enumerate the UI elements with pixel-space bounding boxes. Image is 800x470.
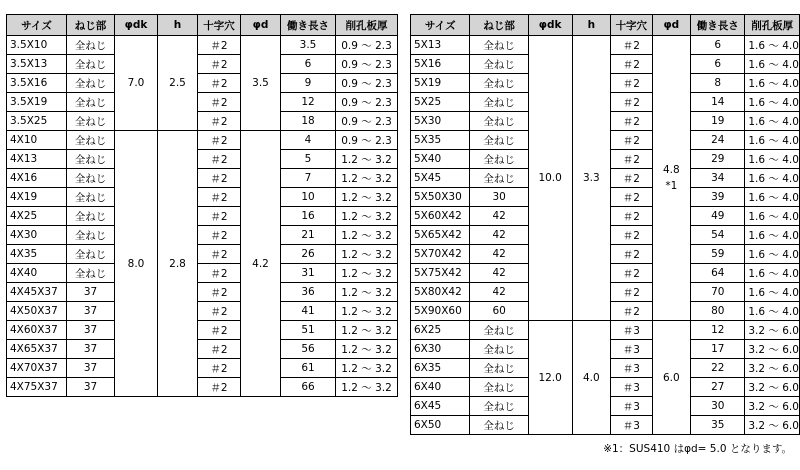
thickness-cell: 3.2 ～ 6.0 — [745, 321, 800, 340]
recess-cell: ＃2 — [611, 36, 652, 55]
thread-cell: 42 — [470, 245, 528, 264]
dk-cell: 10.0 — [528, 36, 572, 321]
length-cell: 41 — [281, 302, 336, 321]
size-cell: 5X40 — [411, 150, 470, 169]
thickness-cell: 3.2 ～ 6.0 — [745, 397, 800, 416]
thread-cell: 42 — [470, 207, 528, 226]
size-cell: 5X25 — [411, 93, 470, 112]
thread-cell: 全ねじ — [67, 245, 115, 264]
recess-cell: ＃2 — [611, 226, 652, 245]
length-cell: 31 — [281, 264, 336, 283]
header-row — [411, 15, 800, 36]
recess-cell: ＃3 — [611, 321, 652, 340]
thread-cell: 全ねじ — [470, 169, 528, 188]
length-cell: 30 — [691, 397, 745, 416]
recess-cell: ＃2 — [198, 226, 241, 245]
table-row — [7, 112, 398, 131]
d-cell: 4.8 *1 — [652, 36, 691, 321]
thickness-cell: 1.2 ～ 3.2 — [336, 245, 398, 264]
header-d: φd — [241, 15, 281, 36]
thickness-cell: 1.6 ～ 4.0 — [745, 169, 800, 188]
thread-cell: 全ねじ — [470, 416, 528, 435]
thread-cell: 全ねじ — [470, 74, 528, 93]
thickness-cell: 1.2 ～ 3.2 — [336, 150, 398, 169]
table-row — [7, 93, 398, 112]
recess-cell: ＃2 — [198, 188, 241, 207]
d-cell: 4.2 — [241, 131, 281, 397]
length-cell: 59 — [691, 245, 745, 264]
header-thread: ねじ部 — [470, 15, 528, 36]
spec-table-right — [410, 14, 800, 435]
table-row — [7, 321, 398, 340]
thickness-cell: 1.2 ～ 3.2 — [336, 359, 398, 378]
thread-cell: 全ねじ — [67, 74, 115, 93]
thickness-cell: 1.6 ～ 4.0 — [745, 36, 800, 55]
recess-cell: ＃2 — [198, 112, 241, 131]
recess-cell: ＃2 — [611, 55, 652, 74]
thickness-cell: 1.2 ～ 3.2 — [336, 264, 398, 283]
spec-table-right-body — [411, 36, 800, 435]
thread-cell: 全ねじ — [67, 36, 115, 55]
recess-cell: ＃2 — [611, 188, 652, 207]
recess-cell: ＃2 — [611, 150, 652, 169]
thread-cell: 全ねじ — [67, 264, 115, 283]
header-size: サイズ — [411, 15, 470, 36]
thread-cell: 全ねじ — [67, 55, 115, 74]
recess-cell: ＃2 — [198, 74, 241, 93]
size-cell: 4X30 — [7, 226, 67, 245]
thread-cell: 全ねじ — [470, 397, 528, 416]
length-cell: 54 — [691, 226, 745, 245]
size-cell: 4X25 — [7, 207, 67, 226]
thickness-cell: 1.6 ～ 4.0 — [745, 264, 800, 283]
recess-cell: ＃2 — [198, 36, 241, 55]
size-cell: 5X70X42 — [411, 245, 470, 264]
recess-cell: ＃2 — [611, 74, 652, 93]
length-cell: 29 — [691, 150, 745, 169]
recess-cell: ＃2 — [198, 264, 241, 283]
thickness-cell: 3.2 ～ 6.0 — [745, 340, 800, 359]
header-size: サイズ — [7, 15, 67, 36]
recess-cell: ＃2 — [198, 55, 241, 74]
thread-cell: 全ねじ — [67, 188, 115, 207]
length-cell: 7 — [281, 169, 336, 188]
thread-cell: 全ねじ — [470, 36, 528, 55]
table-row — [7, 131, 398, 150]
recess-cell: ＃2 — [198, 359, 241, 378]
length-cell: 16 — [281, 207, 336, 226]
header-thickness: 削孔板厚 — [336, 15, 398, 36]
table-row — [7, 150, 398, 169]
length-cell: 9 — [281, 74, 336, 93]
recess-cell: ＃3 — [611, 397, 652, 416]
length-cell: 6 — [691, 55, 745, 74]
length-cell: 64 — [691, 264, 745, 283]
length-cell: 6 — [281, 55, 336, 74]
thread-cell: 全ねじ — [67, 150, 115, 169]
thickness-cell: 1.2 ～ 3.2 — [336, 302, 398, 321]
h-cell: 2.5 — [158, 36, 198, 131]
recess-cell: ＃2 — [198, 283, 241, 302]
size-cell: 3.5X10 — [7, 36, 67, 55]
thickness-cell: 1.6 ～ 4.0 — [745, 150, 800, 169]
recess-cell: ＃2 — [611, 112, 652, 131]
header-d: φd — [652, 15, 691, 36]
length-cell: 6 — [691, 36, 745, 55]
thread-cell: 全ねじ — [67, 112, 115, 131]
thickness-cell: 1.6 ～ 4.0 — [745, 93, 800, 112]
header-h: h — [572, 15, 611, 36]
length-cell: 66 — [281, 378, 336, 397]
table-row — [7, 55, 398, 74]
table-row — [7, 74, 398, 93]
thickness-cell: 3.2 ～ 6.0 — [745, 359, 800, 378]
length-cell: 22 — [691, 359, 745, 378]
recess-cell: ＃2 — [611, 131, 652, 150]
recess-cell: ＃2 — [198, 340, 241, 359]
thickness-cell: 1.6 ～ 4.0 — [745, 207, 800, 226]
length-cell: 39 — [691, 188, 745, 207]
size-cell: 3.5X13 — [7, 55, 67, 74]
dk-cell: 8.0 — [115, 131, 158, 397]
thickness-cell: 1.2 ～ 3.2 — [336, 378, 398, 397]
thread-cell: 30 — [470, 188, 528, 207]
table-row — [7, 340, 398, 359]
length-cell: 17 — [691, 340, 745, 359]
recess-cell: ＃2 — [198, 207, 241, 226]
size-cell: 6X30 — [411, 340, 470, 359]
thickness-cell: 1.2 ～ 3.2 — [336, 283, 398, 302]
thickness-cell: 0.9 ～ 2.3 — [336, 131, 398, 150]
recess-cell: ＃2 — [611, 302, 652, 321]
size-cell: 4X75X37 — [7, 378, 67, 397]
table-row — [7, 359, 398, 378]
table-row — [7, 207, 398, 226]
thickness-cell: 0.9 ～ 2.3 — [336, 55, 398, 74]
thread-cell: 42 — [470, 283, 528, 302]
recess-cell: ＃2 — [198, 302, 241, 321]
size-cell: 4X35 — [7, 245, 67, 264]
size-cell: 4X10 — [7, 131, 67, 150]
recess-cell: ＃2 — [611, 283, 652, 302]
thread-cell: 42 — [470, 226, 528, 245]
size-cell: 5X65X42 — [411, 226, 470, 245]
recess-cell: ＃2 — [198, 378, 241, 397]
header-recess: 十字穴 — [611, 15, 652, 36]
size-cell: 4X65X37 — [7, 340, 67, 359]
h-cell: 4.0 — [572, 321, 611, 435]
thread-cell: 42 — [470, 264, 528, 283]
recess-cell: ＃2 — [198, 169, 241, 188]
size-cell: 5X13 — [411, 36, 470, 55]
recess-cell: ＃2 — [198, 245, 241, 264]
length-cell: 24 — [691, 131, 745, 150]
thread-cell: 全ねじ — [470, 112, 528, 131]
thread-cell: 全ねじ — [470, 55, 528, 74]
size-cell: 5X80X42 — [411, 283, 470, 302]
size-cell: 6X40 — [411, 378, 470, 397]
table-row — [7, 188, 398, 207]
length-cell: 5 — [281, 150, 336, 169]
length-cell: 12 — [691, 321, 745, 340]
size-cell: 6X25 — [411, 321, 470, 340]
recess-cell: ＃3 — [611, 378, 652, 397]
size-cell: 4X50X37 — [7, 302, 67, 321]
recess-cell: ＃2 — [611, 207, 652, 226]
length-cell: 80 — [691, 302, 745, 321]
table-row — [7, 226, 398, 245]
header-length: 働き長さ — [281, 15, 336, 36]
thread-cell: 37 — [67, 340, 115, 359]
thread-cell: 60 — [470, 302, 528, 321]
size-cell: 5X45 — [411, 169, 470, 188]
size-cell: 3.5X19 — [7, 93, 67, 112]
table-row — [7, 378, 398, 397]
length-cell: 8 — [691, 74, 745, 93]
thickness-cell: 1.2 ～ 3.2 — [336, 207, 398, 226]
thickness-cell: 1.6 ～ 4.0 — [745, 283, 800, 302]
size-cell: 6X50 — [411, 416, 470, 435]
h-cell: 3.3 — [572, 36, 611, 321]
size-cell: 6X35 — [411, 359, 470, 378]
recess-cell: ＃2 — [198, 93, 241, 112]
thickness-cell: 1.2 ～ 3.2 — [336, 169, 398, 188]
header-dk: φdk — [528, 15, 572, 36]
thread-cell: 全ねじ — [470, 321, 528, 340]
recess-cell: ＃2 — [611, 169, 652, 188]
size-cell: 4X45X37 — [7, 283, 67, 302]
thickness-cell: 1.2 ～ 3.2 — [336, 188, 398, 207]
header-thread: ねじ部 — [67, 15, 115, 36]
thickness-cell: 1.6 ～ 4.0 — [745, 188, 800, 207]
length-cell: 12 — [281, 93, 336, 112]
length-cell: 27 — [691, 378, 745, 397]
thread-cell: 37 — [67, 302, 115, 321]
thickness-cell: 1.6 ～ 4.0 — [745, 302, 800, 321]
header-length: 働き長さ — [691, 15, 745, 36]
thickness-cell: 0.9 ～ 2.3 — [336, 112, 398, 131]
thickness-cell: 3.2 ～ 6.0 — [745, 416, 800, 435]
table-row — [7, 245, 398, 264]
length-cell: 36 — [281, 283, 336, 302]
size-cell: 4X70X37 — [7, 359, 67, 378]
length-cell: 70 — [691, 283, 745, 302]
thread-cell: 全ねじ — [470, 359, 528, 378]
thickness-cell: 1.6 ～ 4.0 — [745, 74, 800, 93]
recess-cell: ＃3 — [611, 340, 652, 359]
table-row — [7, 283, 398, 302]
size-cell: 5X60X42 — [411, 207, 470, 226]
d-cell: 6.0 — [652, 321, 691, 435]
thickness-cell: 1.6 ～ 4.0 — [745, 131, 800, 150]
length-cell: 4 — [281, 131, 336, 150]
table-row — [7, 169, 398, 188]
recess-cell: ＃3 — [611, 416, 652, 435]
length-cell: 18 — [281, 112, 336, 131]
footnote: ※1：SUS410 はφd= 5.0 となります。 — [603, 443, 792, 455]
length-cell: 19 — [691, 112, 745, 131]
length-cell: 26 — [281, 245, 336, 264]
table-row — [411, 36, 800, 55]
length-cell: 10 — [281, 188, 336, 207]
length-cell: 61 — [281, 359, 336, 378]
recess-cell: ＃3 — [611, 359, 652, 378]
thickness-cell: 1.2 ～ 3.2 — [336, 226, 398, 245]
thread-cell: 全ねじ — [470, 131, 528, 150]
length-cell: 21 — [281, 226, 336, 245]
table-row — [7, 36, 398, 55]
recess-cell: ＃2 — [198, 321, 241, 340]
header-h: h — [158, 15, 198, 36]
thickness-cell: 0.9 ～ 2.3 — [336, 36, 398, 55]
thread-cell: 37 — [67, 378, 115, 397]
thickness-cell: 1.6 ～ 4.0 — [745, 112, 800, 131]
table-row — [7, 264, 398, 283]
thread-cell: 全ねじ — [67, 131, 115, 150]
header-dk: φdk — [115, 15, 158, 36]
recess-cell: ＃2 — [611, 245, 652, 264]
size-cell: 6X45 — [411, 397, 470, 416]
h-cell: 2.8 — [158, 131, 198, 397]
size-cell: 4X19 — [7, 188, 67, 207]
size-cell: 5X30 — [411, 112, 470, 131]
recess-cell: ＃2 — [611, 264, 652, 283]
spec-table-left-body — [7, 36, 398, 397]
size-cell: 4X40 — [7, 264, 67, 283]
size-cell: 3.5X16 — [7, 74, 67, 93]
recess-cell: ＃2 — [611, 93, 652, 112]
thread-cell: 37 — [67, 321, 115, 340]
size-cell: 5X75X42 — [411, 264, 470, 283]
size-cell: 3.5X25 — [7, 112, 67, 131]
size-cell: 4X60X37 — [7, 321, 67, 340]
size-cell: 5X16 — [411, 55, 470, 74]
dk-cell: 12.0 — [528, 321, 572, 435]
thickness-cell: 1.6 ～ 4.0 — [745, 55, 800, 74]
length-cell: 56 — [281, 340, 336, 359]
header-recess: 十字穴 — [198, 15, 241, 36]
thread-cell: 全ねじ — [67, 226, 115, 245]
thread-cell: 全ねじ — [67, 207, 115, 226]
thickness-cell: 1.2 ～ 3.2 — [336, 340, 398, 359]
length-cell: 3.5 — [281, 36, 336, 55]
thickness-cell: 3.2 ～ 6.0 — [745, 378, 800, 397]
header-row — [7, 15, 398, 36]
size-cell: 5X35 — [411, 131, 470, 150]
length-cell: 34 — [691, 169, 745, 188]
thread-cell: 37 — [67, 283, 115, 302]
length-cell: 35 — [691, 416, 745, 435]
size-cell: 5X90X60 — [411, 302, 470, 321]
thread-cell: 全ねじ — [470, 378, 528, 397]
size-cell: 4X16 — [7, 169, 67, 188]
spec-table-left — [6, 14, 398, 397]
table-row — [411, 321, 800, 340]
recess-cell: ＃2 — [198, 131, 241, 150]
thread-cell: 全ねじ — [470, 93, 528, 112]
thickness-cell: 0.9 ～ 2.3 — [336, 74, 398, 93]
thickness-cell: 1.6 ～ 4.0 — [745, 245, 800, 264]
size-cell: 4X13 — [7, 150, 67, 169]
table-row — [7, 302, 398, 321]
header-thickness: 削孔板厚 — [745, 15, 800, 36]
length-cell: 49 — [691, 207, 745, 226]
thread-cell: 全ねじ — [67, 93, 115, 112]
thickness-cell: 0.9 ～ 2.3 — [336, 93, 398, 112]
thread-cell: 37 — [67, 359, 115, 378]
thread-cell: 全ねじ — [470, 150, 528, 169]
dk-cell: 7.0 — [115, 36, 158, 131]
length-cell: 14 — [691, 93, 745, 112]
thread-cell: 全ねじ — [470, 340, 528, 359]
length-cell: 51 — [281, 321, 336, 340]
thickness-cell: 1.2 ～ 3.2 — [336, 321, 398, 340]
recess-cell: ＃2 — [198, 150, 241, 169]
size-cell: 5X19 — [411, 74, 470, 93]
size-cell: 5X50X30 — [411, 188, 470, 207]
d-cell: 3.5 — [241, 36, 281, 131]
thickness-cell: 1.6 ～ 4.0 — [745, 226, 800, 245]
thread-cell: 全ねじ — [67, 169, 115, 188]
